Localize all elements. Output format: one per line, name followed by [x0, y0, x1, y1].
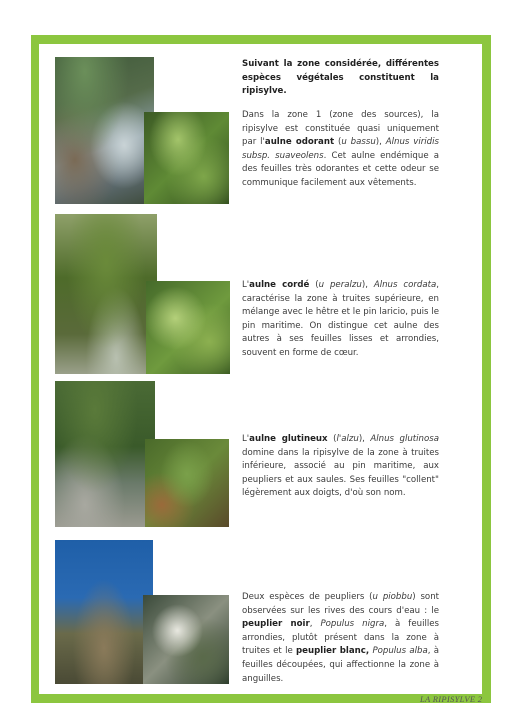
aulne-glutineux-leaves-photo — [145, 439, 229, 527]
peuplier-tree-photo — [55, 540, 153, 684]
section-aulne-odorant: Dans la zone 1 (zone des sources), la ripisylve est constituée quasi uniquement par l'aulne odorant (u bassu), Alnus viridis subsp. suaveolens. Cet aulne endémique a des feuilles très odorantes et cette odeur se communique facilement aux vêtements. — [242, 110, 439, 188]
intro-text: Suivant la zone considérée, différentes espèces végétales constituent la ripisylve. — [242, 59, 439, 97]
stream-photo — [55, 57, 154, 204]
peuplier-blanc-leaves-photo — [143, 595, 229, 684]
page-footer: LA RIPISYLVE 2 — [420, 694, 483, 704]
aulne-corde-tree-photo — [55, 214, 157, 374]
aulne-corde-leaves-photo — [146, 281, 230, 374]
aulne-odorant-leaves-photo — [144, 112, 229, 204]
section-aulne-corde: L'aulne cordé (u peralzu), Alnus cordata, caractérise la zone à truites supérieure, en mélange avec le hêtre et le pin laricio, puis le pin maritime. On distingue cet aulne des autres à ses feuilles lisses et arrondies, souvent en forme de cœur. — [242, 280, 439, 358]
section-aulne-glutineux: L'aulne glutineux (l'alzu), Alnus glutinosa domine dans la ripisylve de la zone à truites inférieure, associé au pin maritime, aux peupliers et aux saules. Ses feuilles "collent" légèrement aux doigts, d'où son nom. — [242, 434, 439, 499]
aulne-glutineux-riverbank-photo — [55, 381, 155, 527]
section-peupliers: Deux espèces de peupliers (u piobbu) sont observées sur les rives des cours d'eau : le peuplier noir, Populus nigra, à feuilles arrondies, plutôt présent dans la zone à truites et le peuplier blanc, Populus alba, à feuilles découpées, qui affectionne la zone à anguilles. — [242, 592, 440, 684]
